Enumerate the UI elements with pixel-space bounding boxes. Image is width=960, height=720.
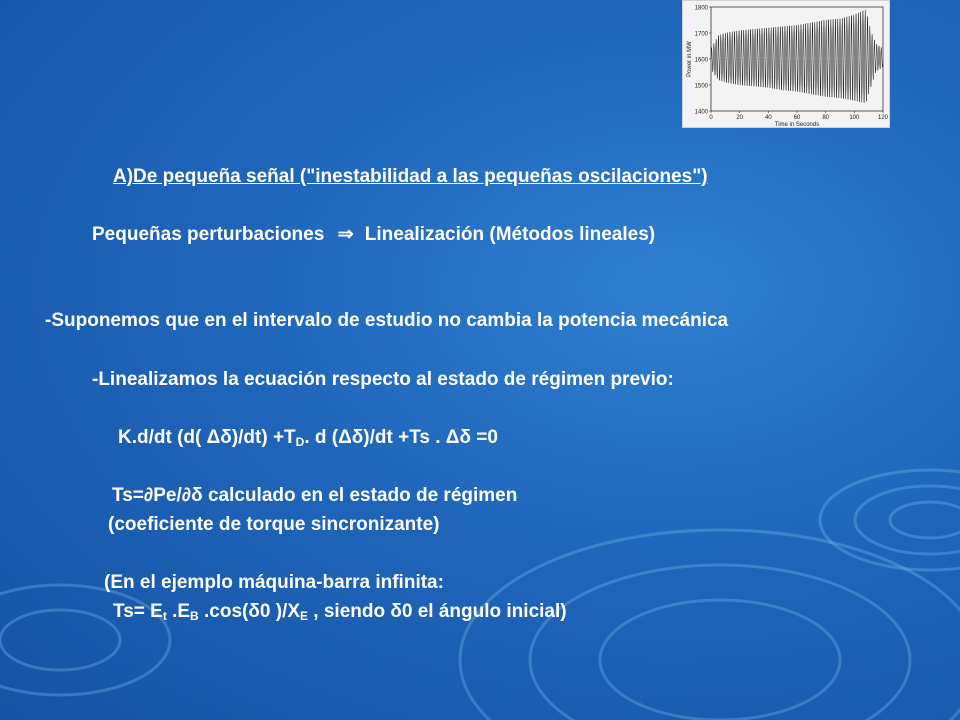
x-tick-label: 40 — [764, 115, 772, 121]
ts-description: (coeficiente de torque sincronizante) — [108, 514, 440, 535]
section-heading: A)De pequeña señal ("inestabilidad a las pequeñas oscilaciones") — [113, 166, 708, 187]
linearize-line: -Linealizamos la ecuación respecto al estado de régimen previo: — [92, 369, 674, 390]
y-tick-label: 1400 — [694, 109, 708, 116]
y-tick-label: 1800 — [694, 5, 708, 12]
x-axis-label: Time in Seconds — [774, 122, 820, 128]
chart-svg — [683, 1, 891, 129]
ts-formula-d: , siendo δ0 el ángulo inicial) — [308, 601, 567, 622]
equation-part-a: K.d/dt (d( Δδ)/dt) +T — [118, 427, 296, 448]
x-tick-label: 120 — [877, 115, 889, 121]
x-tick-label: 80 — [822, 115, 830, 121]
y-tick-label: 1700 — [694, 31, 708, 38]
x-tick-label: 20 — [736, 115, 744, 121]
equation-subscript-d: D — [295, 435, 305, 449]
ts-definition: Ts=∂Pe/∂δ calculado en el estado de régimen — [112, 485, 518, 506]
ts-formula-sub-t: t — [162, 609, 167, 623]
y-tick-label: 1500 — [694, 83, 708, 90]
y-axis-label: Power in MW — [687, 41, 693, 77]
example-intro: (En el ejemplo máquina-barra infinita: — [104, 572, 444, 593]
assumption-line: -Suponemos que en el intervalo de estudio no cambia la potencia mecánica — [45, 310, 729, 331]
x-tick-label: 0 — [709, 115, 713, 121]
linearization-label: Linealización (Métodos lineales) — [364, 224, 656, 245]
y-tick-label: 1600 — [694, 57, 708, 64]
linear-equation — [118, 427, 498, 453]
ts-formula-sub-b: B — [190, 609, 199, 623]
ts-formula-b: .E — [166, 601, 191, 622]
ts-formula-c: .cos(δ0 )/X — [198, 601, 300, 622]
perturbation-line — [92, 224, 655, 246]
implies-arrow-icon: ⇒ — [337, 224, 354, 245]
power-oscillation-chart — [682, 0, 890, 128]
series-line-power — [711, 10, 883, 103]
perturbation-label: Pequeñas perturbaciones — [92, 224, 325, 245]
equation-part-b: . d (Δδ)/dt +Ts . Δδ =0 — [304, 427, 498, 448]
x-tick-label: 100 — [849, 115, 860, 121]
ts-formula — [113, 601, 567, 627]
x-tick-label: 60 — [793, 115, 801, 121]
ts-formula-sub-e: E — [300, 609, 309, 623]
ts-formula-a: Ts= E — [113, 601, 163, 622]
